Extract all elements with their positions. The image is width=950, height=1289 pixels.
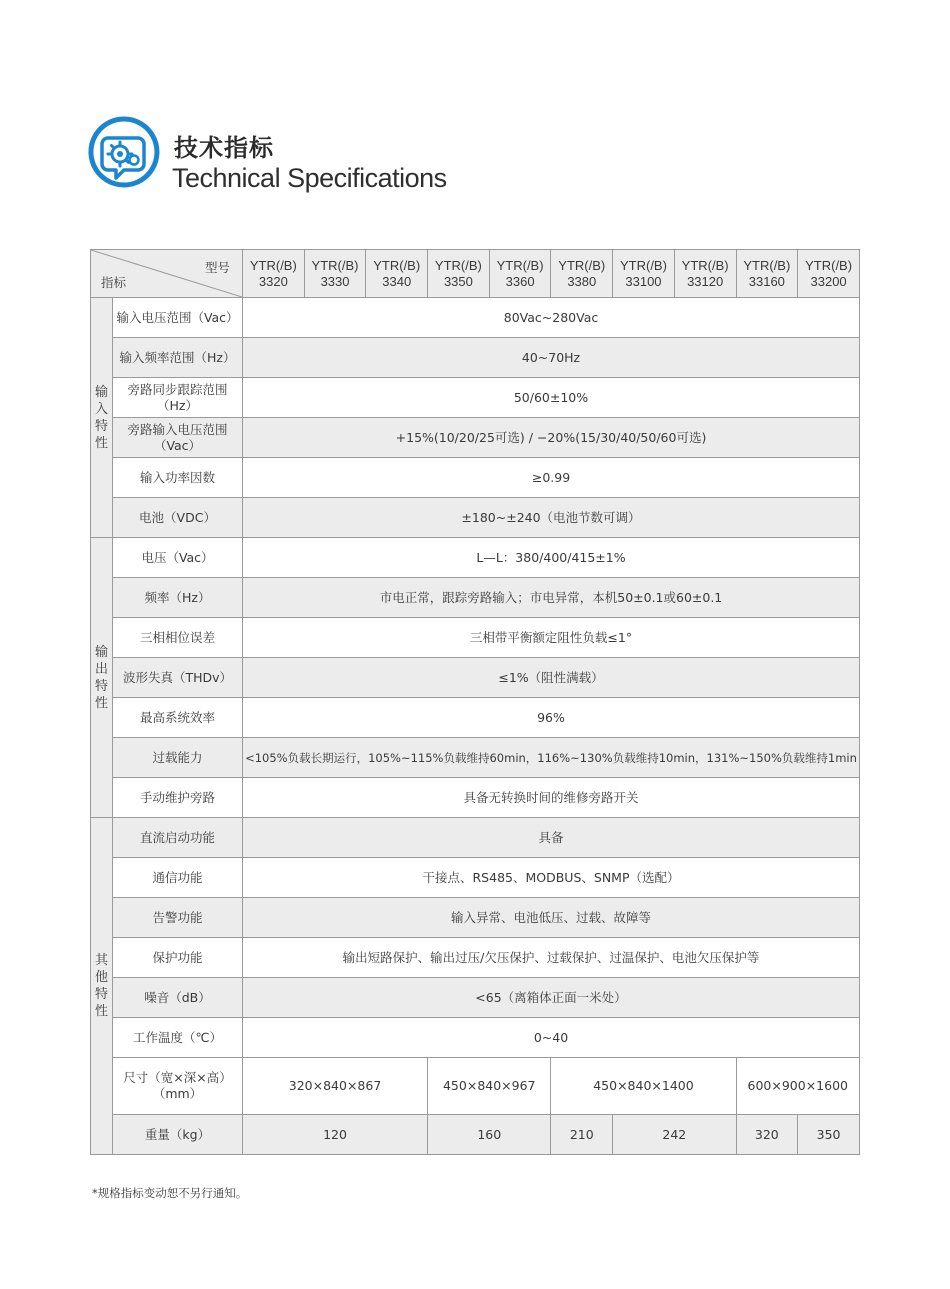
row-label: 告警功能 — [113, 898, 243, 938]
corner-spec-label: 指标 — [101, 275, 127, 290]
row-value: L—L：380/400/415±1% — [243, 538, 860, 578]
table-row — [91, 858, 860, 898]
row-value: ±180~±240（电池节数可调） — [243, 498, 860, 538]
row-value: ≥0.99 — [243, 458, 860, 498]
table-row — [91, 538, 860, 578]
table-row — [91, 938, 860, 978]
table-row — [91, 1018, 860, 1058]
row-label: 尺寸（宽×深×高） （mm） — [113, 1058, 243, 1115]
spec-table — [90, 249, 860, 1155]
row-value: <65（离箱体正面一米处） — [243, 978, 860, 1018]
model-number: 3380 — [567, 273, 597, 289]
model-header — [674, 250, 736, 298]
model-number: 3340 — [382, 273, 412, 289]
row-label: 旁路同步跟踪范围 （Hz） — [113, 378, 243, 418]
row-label: 输入频率范围（Hz） — [113, 338, 243, 378]
row-value: +15%(10/20/25可选) / −20%(15/30/40/50/60可选) — [243, 418, 860, 458]
table-row — [91, 378, 860, 418]
model-name: YTR(/B) — [805, 257, 853, 273]
model-header — [551, 250, 613, 298]
model-name: YTR(/B) — [743, 257, 791, 273]
table-row — [91, 618, 860, 658]
table-row — [91, 338, 860, 378]
model-number: 3360 — [505, 273, 535, 289]
model-header — [366, 250, 428, 298]
section-input — [91, 298, 113, 538]
model-header — [736, 250, 798, 298]
row-value: 40~70Hz — [243, 338, 860, 378]
section-label: 其他特性 — [94, 953, 108, 1019]
model-number: 33160 — [748, 273, 785, 289]
table-row — [91, 738, 860, 778]
table-row — [91, 298, 860, 338]
model-name: YTR(/B) — [373, 257, 421, 273]
table-row-size — [91, 1058, 860, 1115]
row-label: 手动维护旁路 — [113, 778, 243, 818]
size-value: 450×840×967 — [428, 1058, 551, 1115]
table-row — [91, 978, 860, 1018]
row-label: 噪音（dB） — [113, 978, 243, 1018]
model-name: YTR(/B) — [619, 257, 667, 273]
model-header — [304, 250, 366, 298]
section-output — [91, 538, 113, 818]
model-name: YTR(/B) — [558, 257, 606, 273]
model-header — [613, 250, 675, 298]
section-label: 输入特性 — [94, 384, 108, 451]
corner-model-label: 型号 — [204, 260, 230, 275]
model-header — [489, 250, 551, 298]
row-label: 频率（Hz） — [113, 578, 243, 618]
weight-value: 210 — [551, 1115, 613, 1155]
model-name: YTR(/B) — [311, 257, 359, 273]
model-name: YTR(/B) — [249, 257, 297, 273]
table-row — [91, 498, 860, 538]
row-value: 具备无转换时间的维修旁路开关 — [243, 778, 860, 818]
row-label: 波形失真（THDv） — [113, 658, 243, 698]
table-row-weight — [91, 1115, 860, 1155]
weight-value: 120 — [243, 1115, 428, 1155]
gear-gauge-icon — [88, 116, 160, 204]
row-label: 直流启动功能 — [113, 818, 243, 858]
table-row — [91, 898, 860, 938]
model-header — [798, 250, 860, 298]
section-other — [91, 818, 113, 1155]
model-number: 3320 — [258, 273, 288, 289]
table-row — [91, 578, 860, 618]
row-value: 干接点、RS485、MODBUS、SNMP（选配） — [243, 858, 860, 898]
row-label: 旁路输入电压范围 （Vac） — [113, 418, 243, 458]
model-number: 3330 — [320, 273, 350, 289]
row-label: 过载能力 — [113, 738, 243, 778]
model-number: 33120 — [687, 273, 724, 289]
row-label: 通信功能 — [113, 858, 243, 898]
row-value: <105%负载长期运行，105%~115%负载维持60min，116%~130%负载维持10min，131%~150%负载维持1min — [243, 738, 860, 778]
table-row — [91, 698, 860, 738]
row-value: 输入异常、电池低压、过载、故障等 — [243, 898, 860, 938]
table-row — [91, 418, 860, 458]
table-row — [91, 818, 860, 858]
row-value: 市电正常，跟踪旁路输入；市电异常，本机50±0.1或60±0.1 — [243, 578, 860, 618]
size-value: 450×840×1400 — [551, 1058, 736, 1115]
model-name: YTR(/B) — [681, 257, 729, 273]
weight-value: 242 — [613, 1115, 736, 1155]
model-number: 33100 — [625, 273, 662, 289]
weight-value: 160 — [428, 1115, 551, 1155]
page-title-en: Technical Specifications — [172, 163, 447, 193]
footnote: *规格指标变动恕不另行通知。 — [92, 1186, 248, 1200]
row-label: 最高系统效率 — [113, 698, 243, 738]
row-label: 输入电压范围（Vac） — [113, 298, 243, 338]
row-value: 80Vac~280Vac — [243, 298, 860, 338]
row-value: 输出短路保护、输出过压/欠压保护、过载保护、过温保护、电池欠压保护等 — [243, 938, 860, 978]
table-row — [91, 658, 860, 698]
model-number: 33200 — [810, 273, 847, 289]
row-label: 重量（kg） — [113, 1115, 243, 1155]
weight-value: 350 — [798, 1115, 860, 1155]
row-label: 保护功能 — [113, 938, 243, 978]
row-label: 输入功率因数 — [113, 458, 243, 498]
weight-value: 320 — [736, 1115, 798, 1155]
page-title-cn: 技术指标 — [174, 134, 274, 162]
row-label: 三相相位误差 — [113, 618, 243, 658]
model-name: YTR(/B) — [496, 257, 544, 273]
model-header — [243, 250, 305, 298]
row-value: 96% — [243, 698, 860, 738]
row-label: 电压（Vac） — [113, 538, 243, 578]
section-label: 输出特性 — [94, 644, 108, 711]
row-value: 三相带平衡额定阻性负载≤1° — [243, 618, 860, 658]
table-row — [91, 458, 860, 498]
row-value: ≤1%（阻性满载） — [243, 658, 860, 698]
model-number: 3350 — [443, 273, 473, 289]
row-label: 工作温度（℃） — [113, 1018, 243, 1058]
row-label: 电池（VDC） — [113, 498, 243, 538]
table-header-row — [91, 250, 860, 298]
size-value: 320×840×867 — [243, 1058, 428, 1115]
row-value: 0~40 — [243, 1018, 860, 1058]
table-row — [91, 778, 860, 818]
row-value: 50/60±10% — [243, 378, 860, 418]
model-name: YTR(/B) — [434, 257, 482, 273]
row-value: 具备 — [243, 818, 860, 858]
corner-cell — [91, 250, 243, 298]
model-header — [428, 250, 490, 298]
size-value: 600×900×1600 — [736, 1058, 860, 1115]
